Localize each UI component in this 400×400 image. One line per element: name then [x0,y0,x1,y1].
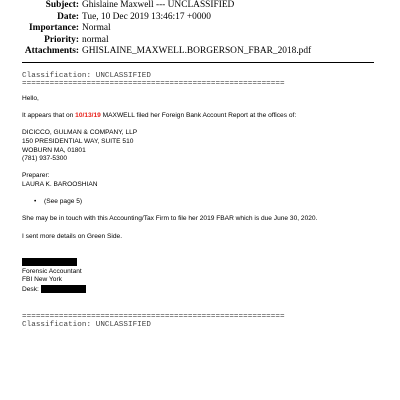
greeting: Hello, [22,95,39,102]
signature-name-redaction [22,258,382,267]
signature-office: FBI New York [22,276,62,284]
header-value: Ghislaine Maxwell --- UNCLASSIFIED [82,0,235,10]
bullet-text: (See page 5) [44,198,83,206]
desk-label: Desk: [22,285,39,293]
filing-date: 10/13/19 [75,112,101,120]
email-body [22,95,382,294]
intro-text: MAXWELL filed her Foreign Bank Account Report at the offices of: [100,112,297,120]
bullet-icon: • [34,198,37,206]
attachment-link[interactable]: GHISLAINE_MAXWELL.BORGERSON_FBAR_2018.pdf [82,46,312,57]
header-value: normal [82,34,109,45]
header-priority-row [0,35,400,47]
header-divider [22,62,374,63]
bullet-item [22,198,382,207]
header-subject-row [0,0,400,12]
preparer-label: Preparer: [22,172,50,180]
separator-bottom: ========================================================= [22,313,285,321]
header-label: Priority: [44,34,79,45]
intro-paragraph [22,112,382,121]
header-label: Date: [57,11,79,22]
classification-bottom: Classification: UNCLASSIFIED [22,321,151,329]
header-label: Attachments: [24,46,79,57]
header-attachments-row [0,46,400,58]
address-line: DICICCO, GULMAN & COMPANY, LLP [22,129,138,137]
header-value: Normal [82,23,111,34]
email-header [0,0,400,58]
followup-paragraph: I sent more details on Green Side. [22,232,123,240]
address-line: 150 PRESIDENTIAL WAY, SUITE 510 [22,137,134,145]
classification-top: Classification: UNCLASSIFIED [22,72,151,80]
header-value: Tue, 10 Dec 2019 13:46:17 +0000 [82,11,211,22]
signature-title: Forensic Accountant [22,267,82,275]
header-date-row [0,12,400,24]
address-line: WOBURN MA, 01801 [22,146,86,154]
header-label: Importance: [29,23,79,34]
header-label: Subject: [45,0,79,10]
header-importance-row [0,23,400,35]
separator-top: ========================================================= [22,80,285,88]
intro-text: It appears that on [22,112,76,120]
redaction-bar [22,258,77,266]
note-paragraph: She may be in touch with this Accounting/Tax Firm to file her 2019 FBAR which is due June 30, 2020. [22,215,318,223]
signature-desk [22,285,382,294]
preparer-name: LAURA K. BAROOSHIAN [22,180,98,188]
redaction-bar [41,285,86,293]
address-phone: (781) 937-5300 [22,155,68,163]
